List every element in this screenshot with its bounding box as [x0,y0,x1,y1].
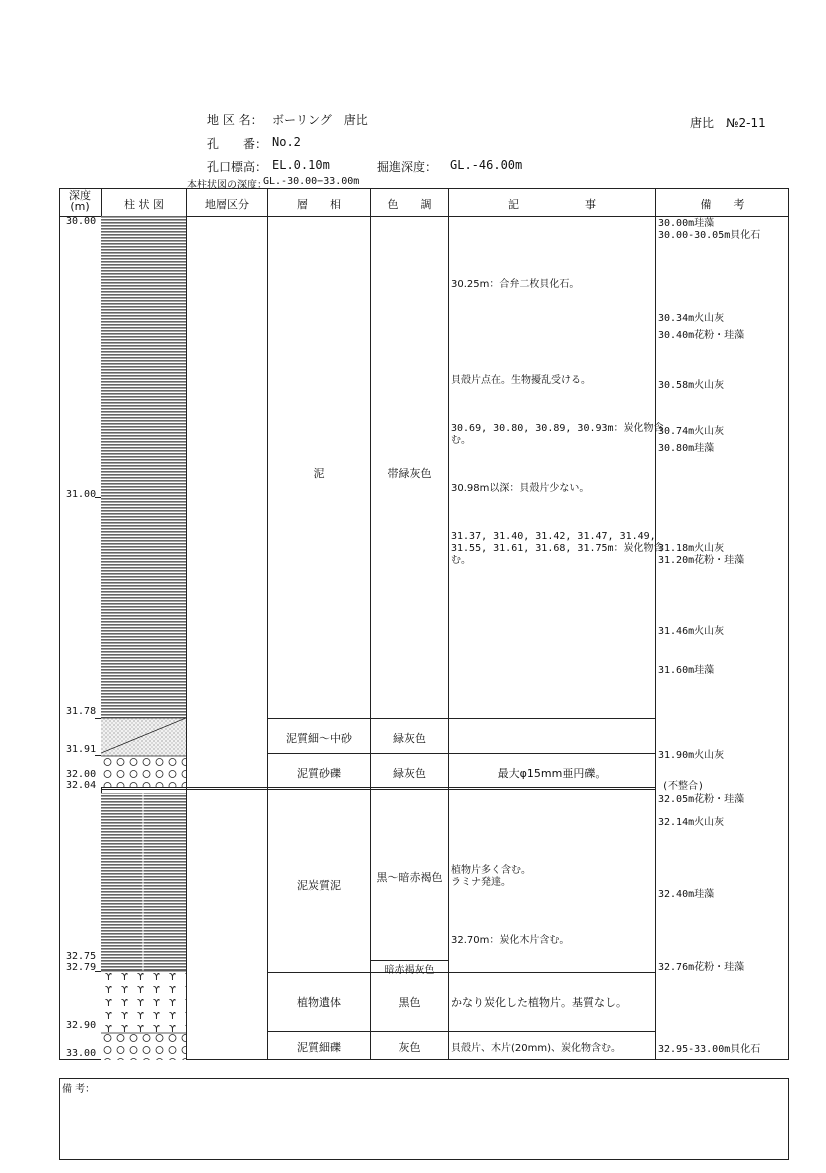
remark: 30.00m珪藻 [658,218,715,229]
depth-label: 32.79 [66,962,97,973]
description-note: 32.70m：炭化木片含む。 [451,935,570,946]
description-note: 31.37, 31.40, 31.42, 31.47, 31.49, 31.55, 31.61, 31.68, 31.75m：炭化物含 む。 [451,531,664,566]
remark: 30.40m花粉・珪藻 [658,330,745,341]
chart-depth-value: GL.-30.00−33.00m [263,176,360,187]
remark: 30.34m火山灰 [658,313,725,324]
stratigraphic-column [101,216,186,1060]
remark: 31.90m火山灰 [658,750,725,761]
description-note: 植物片多く含む。 ラミナ発達。 [451,865,531,888]
col-divider [370,188,371,1060]
sheet-id: 唐比 №2-11 [690,116,766,130]
drill-depth-value: GL.-46.00m [450,158,523,172]
remark: 30.00-30.05m貝化石 [658,230,761,241]
col-header-facies: 層 相 [297,198,341,211]
color-cell: 灰色 [398,1041,421,1054]
hole-label: 孔 番： [207,137,268,151]
remark: 32.14m火山灰 [658,817,725,828]
facies-cell: 泥質細礫 [297,1041,341,1054]
depth-label: 31.78 [66,706,97,717]
footer-remarks-box [59,1078,789,1160]
depth-tick [95,755,101,756]
depth-tick [95,718,101,719]
description-cell: かなり炭化した植物片。基質なし。 [451,996,627,1009]
col-header-stratum: 地層区分 [205,198,249,211]
depth-label: 33.00 [66,1048,97,1059]
color-cell: 帯緑灰色 [387,467,432,480]
color-cell: 黒色 [398,996,421,1009]
remark: 31.46m火山灰 [658,626,725,637]
facies-cell: 泥質細〜中砂 [286,732,352,745]
footer-remarks-label: 備 考： [62,1084,96,1095]
facies-cell: 泥質砂礫 [297,767,341,780]
description-note: 30.98m以深：貝殻片少ない。 [451,483,590,494]
col-divider [655,188,656,1060]
remark: 32.76m花粉・珪藻 [658,962,745,973]
elevation-value: EL.0.10m [272,158,330,172]
facies-cell: 植物遺体 [297,996,341,1009]
col-header-description: 記 事 [508,198,596,211]
description-note: 貝殻片点在。生物擾乱受ける。 [451,375,591,386]
col-header-depth: 深度 (m) [69,189,91,213]
remark: 30.80m珪藻 [658,443,715,454]
layer-boundary [267,972,655,973]
hole-value: No.2 [272,135,301,149]
unconformity-line [101,787,655,790]
remark: 32.05m花粉・珪藻 [658,794,745,805]
color-cell: 黒〜暗赤褐色 [376,871,443,884]
district-value: ボーリング 唐比 [272,113,368,127]
color-cell: 緑灰色 [393,732,426,745]
depth-label: 32.00 [66,769,97,780]
remark: 30.58m火山灰 [658,380,725,391]
depth-label: 30.00 [66,216,97,227]
layer-boundary [267,1031,655,1032]
remark: 30.74m火山灰 [658,426,725,437]
col-header-remarks: 備 考 [700,198,745,211]
col-divider [448,188,449,1060]
depth-label: 31.00 [66,489,97,500]
chart-depth-label: 本柱状図の深度： [187,180,267,191]
col-divider [267,188,268,1060]
district-label: 地 区 名： [207,113,263,127]
remark-unconformity: (不整合) [662,781,705,792]
description-note: 30.69, 30.80, 30.89, 30.93m：炭化物含 む。 [451,423,664,446]
col-header-column: 柱 状 図 [124,198,164,211]
description-cell: 最大φ15mm亜円礫。 [497,767,607,780]
drill-depth-label: 掘進深度： [377,160,438,174]
remark: 32.40m珪藻 [658,889,715,900]
description-note: 30.25m：合弁二枚貝化石。 [451,279,580,290]
facies-cell: 泥 [313,467,325,480]
remark: 31.18m火山灰 [658,543,725,554]
layer-boundary [267,718,655,719]
remark: 32.95-33.00m貝化石 [658,1044,761,1055]
depth-label: 32.90 [66,1020,97,1031]
remark: 31.60m珪藻 [658,665,715,676]
depth-label: 32.04 [66,780,97,791]
color-cell-secondary: 暗赤褐灰色 [384,965,435,976]
col-header-color: 色 調 [387,198,432,211]
depth-label: 31.91 [66,744,97,755]
color-cell: 緑灰色 [393,767,426,780]
col-divider [186,188,187,1060]
elevation-label: 孔口標高： [207,160,268,174]
depth-label: 32.75 [66,951,97,962]
facies-cell: 泥炭質泥 [297,879,341,892]
remark: 31.20m花粉・珪藻 [658,555,745,566]
layer-boundary [267,753,655,754]
description-cell: 貝殻片、木片(20mm)、炭化物含む。 [451,1043,622,1054]
